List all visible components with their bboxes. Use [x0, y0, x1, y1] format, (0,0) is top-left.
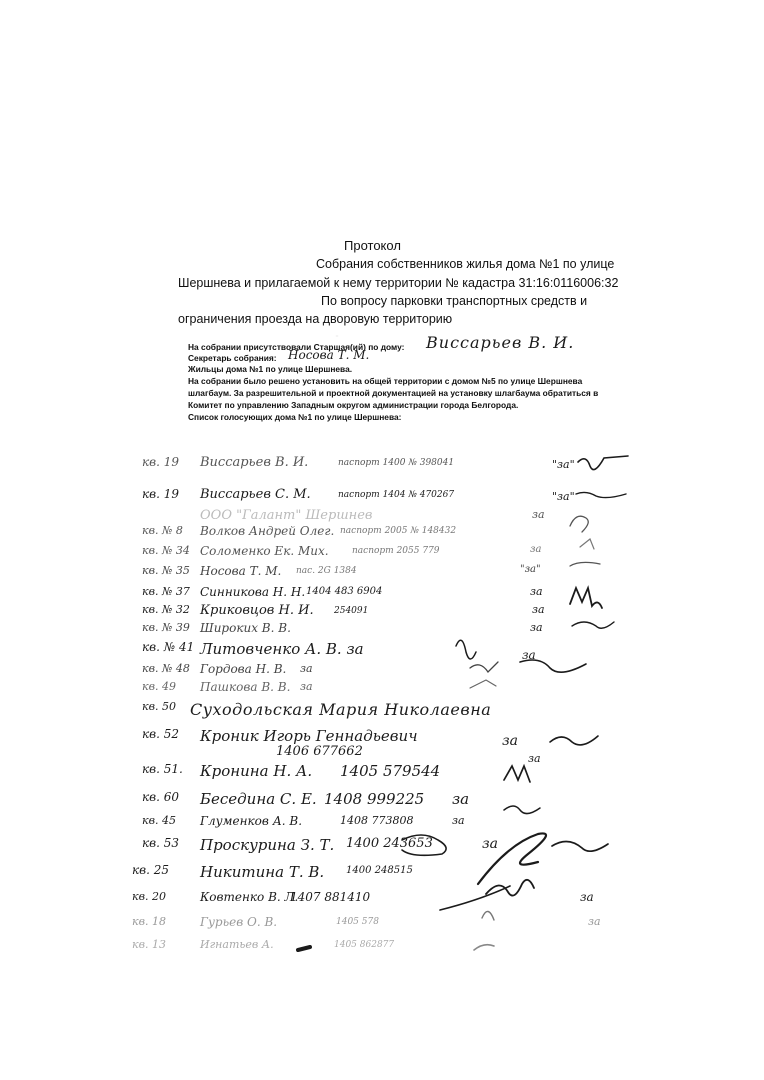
voter-name: Волков Андрей Олег.	[200, 524, 335, 538]
voter-vote: за	[532, 508, 545, 521]
voter-name: Гурьев О. В.	[200, 915, 278, 929]
voter-name: Виссарьев В. И.	[200, 455, 309, 470]
doc-heading-line-2: Шершнева и прилагаемой к нему территории № кадастра 31:16:0116006:32	[178, 276, 619, 290]
document-page	[100, 150, 660, 951]
secretary-signature-text: Носова Т. М.	[288, 348, 370, 362]
signature-mark	[100, 150, 660, 950]
voter-passport: 1400 248515	[346, 865, 413, 876]
voter-passport: 1406 677662	[276, 744, 363, 759]
apt-number: кв. № 34	[142, 544, 190, 557]
voter-vote: за	[482, 836, 498, 852]
voter-vote: за	[452, 814, 465, 827]
decision-line-2: шлагбаум. За разрешительной и проектной документацией на установку шлагбаума обратиться в	[188, 388, 599, 398]
voter-vote: за	[528, 752, 541, 765]
voters-list-title: Список голосующих дома №1 по улице Шершнева:	[188, 412, 402, 422]
voter-passport: паспорт 2005 № 148432	[340, 526, 457, 536]
apt-number: кв. 19	[142, 455, 180, 469]
apt-number: кв. 52	[142, 727, 180, 741]
voter-vote: за	[588, 915, 601, 928]
decision-line-3: Комитет по управлению Западным округом администрации города Белгорода.	[188, 400, 519, 410]
voter-passport: 1407 881410	[290, 890, 371, 904]
voter-passport: паспорт 1400 № 398041	[338, 458, 455, 468]
voter-vote: за	[580, 890, 594, 904]
apt-number: кв. № 48	[142, 662, 190, 675]
voter-name: Пашкова В. В.	[200, 680, 291, 694]
voter-passport: 1405 579544	[340, 762, 441, 780]
decision-line-1: На собрании было решено установить на общей территории с домом №5 по улице Шершнева	[188, 376, 583, 386]
voter-passport: 1408 999225	[324, 790, 425, 808]
attended-signature-text: Виссарьев В. И.	[426, 333, 575, 352]
apt-number: кв. № 37	[142, 585, 190, 598]
voter-passport: 1408 773808	[340, 814, 414, 827]
voter-vote-inline: за	[300, 680, 313, 693]
voter-vote: за	[522, 648, 536, 662]
apt-number: кв. 49	[142, 680, 176, 693]
doc-title: Протокол	[344, 238, 401, 253]
voter-name: Суходольская Мария Николаевна	[190, 700, 492, 719]
voter-name: Ковтенко В. Л.	[200, 890, 299, 904]
secretary-label: Секретарь собрания:	[188, 353, 277, 363]
voter-name: Гордова Н. В.	[200, 662, 287, 676]
voter-passport: паспорт 1404 № 470267	[338, 490, 455, 500]
apt-number: кв. 60	[142, 790, 180, 804]
apt-number: кв. № 41	[142, 640, 195, 654]
apt-number: кв. 13	[132, 938, 166, 951]
apt-number: кв. № 35	[142, 564, 190, 577]
voter-name: Синникова Н. Н.	[200, 585, 306, 599]
voter-name: Глуменков А. В.	[200, 814, 303, 828]
voter-vote: за	[530, 621, 543, 634]
residents-line: Жильцы дома №1 по улице Шершнева.	[188, 364, 353, 374]
voter-name: Соломенко Ек. Мих.	[200, 544, 329, 558]
voter-vote: за	[532, 603, 545, 616]
voter-vote: за	[530, 544, 542, 555]
voter-passport: паспорт 2055 779	[352, 546, 440, 556]
voter-vote: за	[452, 790, 470, 808]
voter-passport: 1405 862877	[334, 940, 395, 950]
voter-name: Проскурина З. Т.	[200, 836, 335, 854]
apt-number: кв. 53	[142, 836, 180, 850]
voter-passport: пас. 2G 1384	[296, 566, 357, 576]
apt-number: кв. 50	[142, 700, 176, 713]
doc-heading-line-1: Собрания собственников жилья дома №1 по улице	[316, 257, 615, 271]
voter-name: Широких В. В.	[200, 621, 291, 635]
apt-number: кв. 45	[142, 814, 176, 827]
voter-name: Криковцов Н. И.	[200, 603, 314, 618]
voter-name: Никитина Т. В.	[200, 863, 325, 881]
apt-number: кв. 25	[132, 863, 170, 877]
attended-label: На собрании присутствовали Старшая(ий) по дому:	[188, 342, 405, 352]
apt-number: кв. № 39	[142, 621, 190, 634]
voter-name: Носова Т. М.	[200, 564, 282, 578]
voter-name: Игнатьев А.	[200, 938, 274, 951]
voter-name: Кроник Игорь Геннадьевич	[200, 727, 418, 745]
doc-heading-line-4: ограничения проезда на дворовую территорию	[178, 312, 453, 326]
voter-name: Литовченко А. В. за	[200, 640, 364, 658]
voter-name: Виссарьев С. М.	[200, 487, 311, 502]
voter-passport: 1404 483 6904	[306, 586, 383, 597]
voter-vote: "за"	[520, 564, 541, 575]
apt-number: кв. 19	[142, 487, 180, 501]
voter-vote-inline: за	[300, 662, 313, 675]
voter-name: Кронина Н. А.	[200, 762, 313, 780]
voter-vote: за	[530, 585, 543, 598]
voter-name: ООО "Галант" Шершнев	[200, 508, 373, 523]
apt-number: кв. 20	[132, 890, 166, 903]
doc-heading-line-3: По вопросу парковки транспортных средств и	[321, 294, 588, 308]
voter-vote: за	[502, 733, 518, 749]
apt-number: кв. 51.	[142, 762, 183, 776]
apt-number: кв. 18	[132, 915, 166, 928]
voter-vote: "за"	[552, 490, 575, 503]
voter-vote: "за"	[552, 458, 575, 471]
apt-number: кв. № 8	[142, 524, 183, 537]
voter-passport: 254091	[334, 606, 369, 616]
voter-passport: 1405 578	[336, 917, 379, 927]
voter-name: Беседина С. Е.	[200, 790, 317, 808]
voter-passport: 1400 243653	[346, 836, 433, 851]
apt-number: кв. № 32	[142, 603, 190, 616]
